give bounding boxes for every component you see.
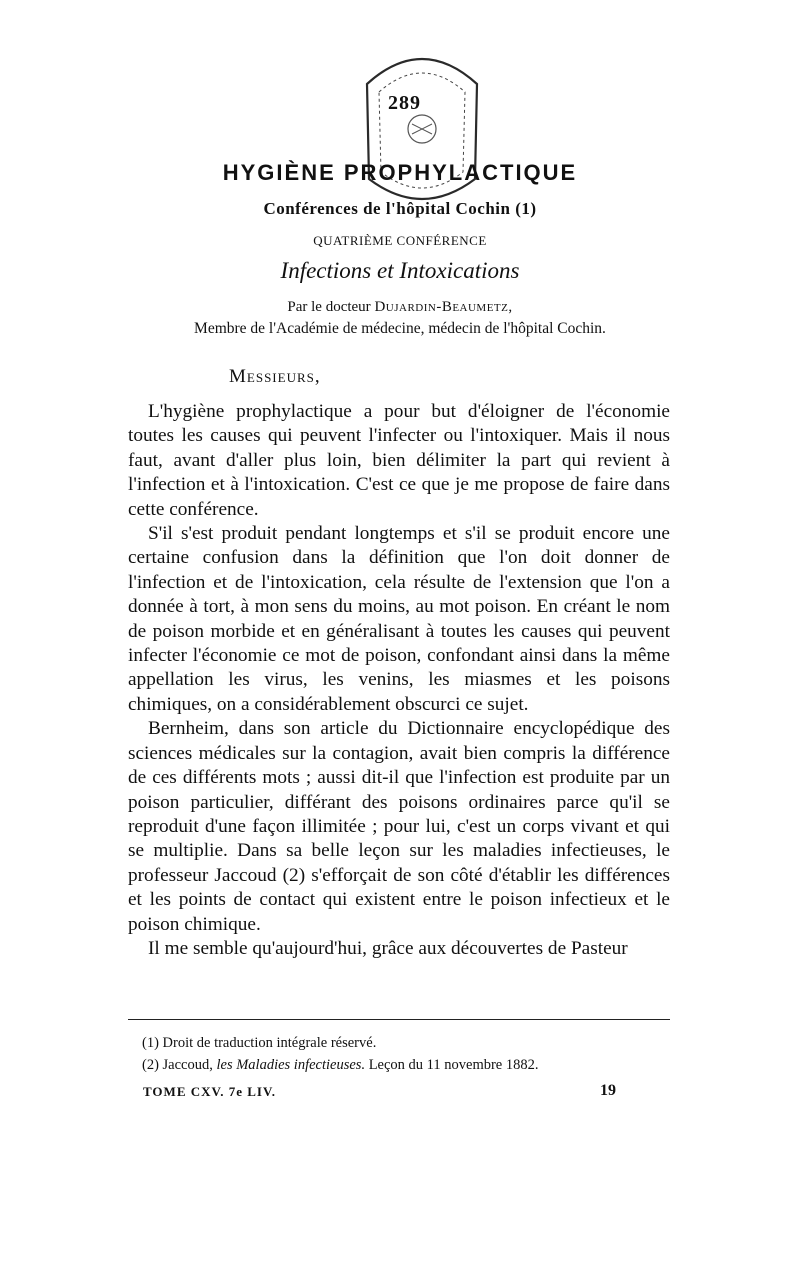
author-affiliation: Membre de l'Académie de médecine, médecin de l'hôpital Cochin.: [194, 320, 606, 337]
paragraph: Bernheim, dans son article du Dictionnaire encyclopédique des sciences médicales sur la contagion, avait bien compris la différence de ces différents mots ; aussi dit-il que l'infection est produite par un poison particulier, différant des poisons ordinaires parce qu'il se reproduit d'une façon illimitée ; pour lui, c'est un corps vivant et qui se multiplie. Dans sa belle leçon sur les maladies infectieuses, le professeur Jaccoud (2) s'efforçait de son côté d'établir les différences et les points de contact qui existent entre le poison infectieux et le poison chimique.: [128, 718, 670, 935]
body-text: [128, 400, 670, 961]
paragraph: Il me semble qu'aujourd'hui, grâce aux découvertes de Pasteur: [148, 937, 628, 959]
footnotes: [142, 1032, 672, 1076]
conference-number: QUATRIÈME CONFÉRENCE: [313, 233, 487, 248]
lecture-topic: Infections et Intoxications: [280, 258, 520, 283]
salutation: Messieurs,: [229, 366, 321, 387]
footnote-1: (1) Droit de traduction intégrale réservé.: [142, 1035, 377, 1051]
lecture-series-title: Conférences de l'hôpital Cochin (1): [263, 199, 537, 218]
author-line: [0, 299, 800, 316]
author-name: Dujardin-Beaumetz,: [374, 299, 513, 315]
paragraph: L'hygiène prophylactique a pour but d'éloigner de l'économie toutes les causes qui peuvent l'infecter ou l'intoxiquer. Mais il nous faut, avant d'aller plus loin, bien délimiter la part qui revient à l'infection et à l'intoxication. C'est ce que je me propose de faire dans cette conférence.: [128, 401, 670, 520]
footnote-divider: [128, 1019, 670, 1020]
author-prefix: Par le docteur: [287, 299, 375, 315]
footnote-2-title: les Maladies infectieuses.: [216, 1057, 366, 1073]
sheet-number: 19: [600, 1082, 616, 1099]
page-number: 289: [388, 92, 421, 114]
printer-signature: TOME CXV. 7e LIV.: [143, 1084, 276, 1099]
running-title: HYGIÈNE PROPHYLACTIQUE: [222, 160, 578, 185]
paragraph: S'il s'est produit pendant longtemps et s'il se produit encore une certaine confusion dans la définition que l'on doit donner de l'infection et de l'intoxication, cela résulte de l'extension que l'on a donnée à tort, à mon sens du moins, au mot poison. En créant le nom de poison morbide et en généralisant à toutes les causes qui peuvent infecter l'économie ce mot de poison, confondant ainsi dans la même appellation les virus, les venins, les miasmes et les poisons chimiques, on a considérablement obscurci ce sujet.: [128, 523, 670, 715]
footnote-2: (2) Jaccoud, les Maladies infectieuses. Leçon du 11 novembre 1882.: [142, 1057, 539, 1073]
